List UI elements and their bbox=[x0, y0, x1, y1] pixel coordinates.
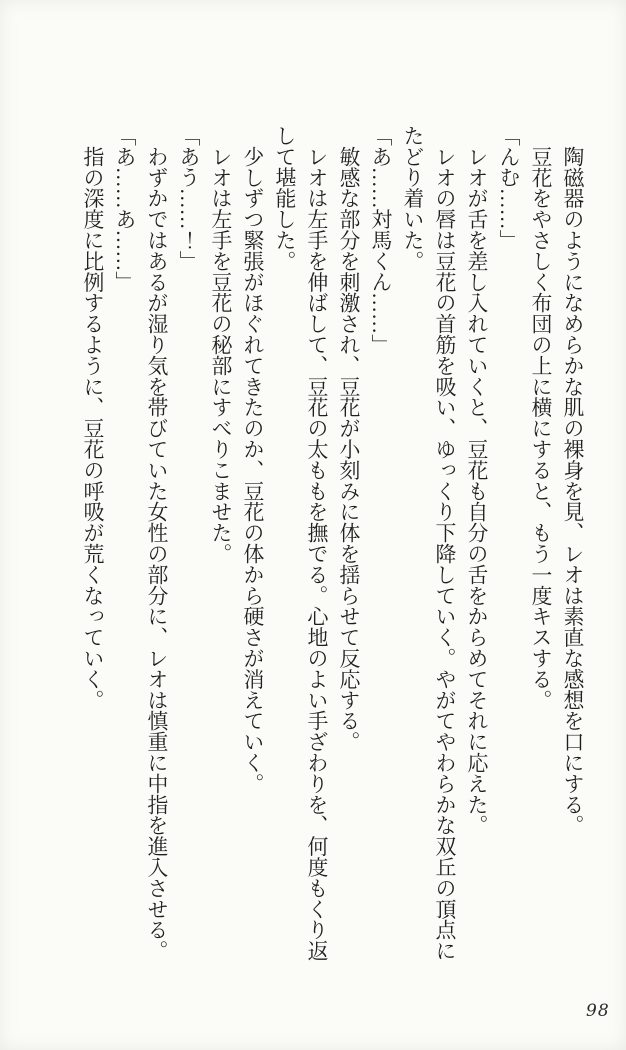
paragraph-10: レオは左手を豆花の秘部にすべりこませた。 bbox=[208, 145, 232, 564]
paragraph-11: 「あう……！」 bbox=[176, 125, 200, 272]
paragraph-8: レオは左手を伸ばして、豆花の太ももを撫でる。心地のよい手ざわりを、何度もくり返して堪能した。 bbox=[272, 125, 328, 961]
paragraph-3: 「んむ……」 bbox=[496, 125, 520, 251]
vertical-text-block bbox=[76, 125, 588, 961]
paragraph-4: レオが舌を差し入れていくと、豆花も自分の舌をからめてそれに応えた。 bbox=[464, 145, 488, 836]
paragraph-5: レオの唇は豆花の首筋を吸い、ゆっくり下降していく。やがてやわらかな双丘の頂点にたどり着いた。 bbox=[400, 125, 456, 961]
paragraph-2: 豆花をやさしく布団の上に横にすると、もう一度キスする。 bbox=[528, 145, 552, 711]
paragraph-13: 「あ……あ……」 bbox=[112, 125, 136, 293]
paragraph-14: 指の深度に比例するように、豆花の呼吸が荒くなっていく。 bbox=[80, 145, 104, 711]
paragraph-1: 陶磁器のようになめらかな肌の裸身を見、レオは素直な感想を口にする。 bbox=[560, 145, 584, 836]
paragraph-12: わずかではあるが湿り気を帯びていた女性の部分に、レオは慎重に中指を進入させる。 bbox=[144, 145, 168, 961]
paragraph-7: 敏感な部分を刺激され、豆花が小刻みに体を揺らせて反応する。 bbox=[336, 145, 360, 752]
paragraph-9: 少しずつ緊張がほぐれてきたのか、豆花の体から硬さが消えていく。 bbox=[240, 145, 264, 794]
paragraph-6: 「あ……対馬くん……」 bbox=[368, 125, 392, 355]
page-number: 98 bbox=[586, 1001, 610, 1021]
